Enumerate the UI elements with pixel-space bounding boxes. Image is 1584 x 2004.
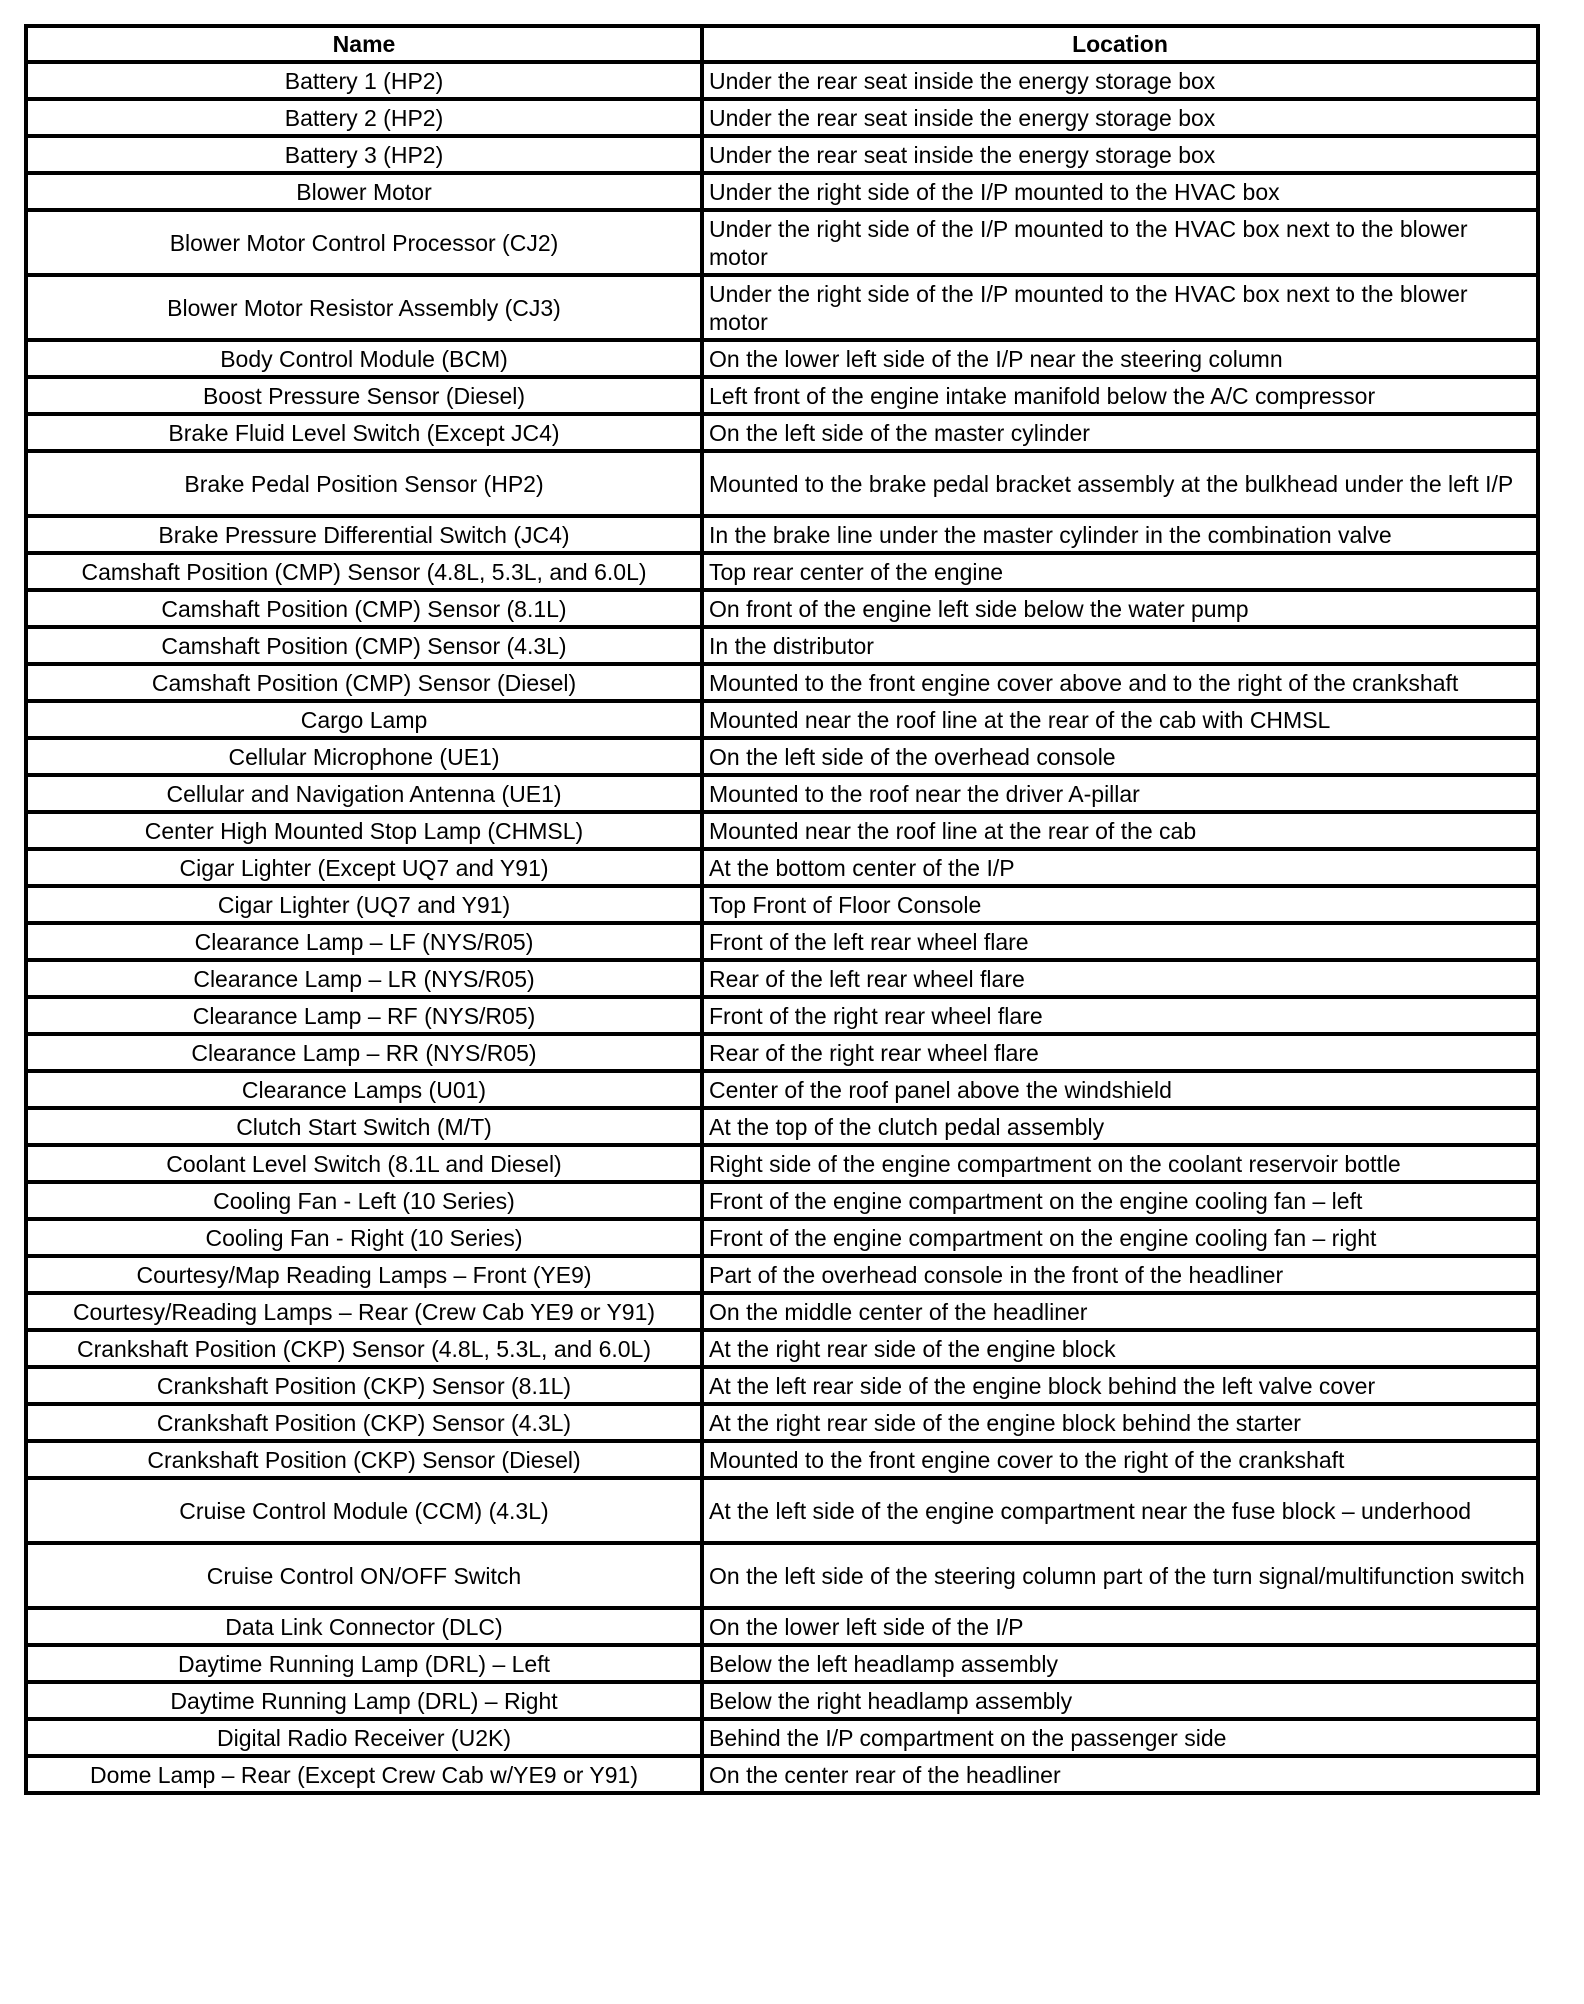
table-row (26, 664, 1538, 701)
component-name-cell: Battery 3 (HP2) (26, 136, 702, 173)
component-location-cell: Below the left headlamp assembly (702, 1645, 1538, 1682)
component-location-cell: Under the right side of the I/P mounted to the HVAC box next to the blower motor (702, 210, 1538, 275)
component-name-cell: Blower Motor Control Processor (CJ2) (26, 210, 702, 275)
column-header-name: Name (26, 26, 702, 62)
table-row (26, 414, 1538, 451)
component-name-cell: Digital Radio Receiver (U2K) (26, 1719, 702, 1756)
component-name-cell: Daytime Running Lamp (DRL) – Left (26, 1645, 702, 1682)
table-row (26, 1219, 1538, 1256)
table-row (26, 1367, 1538, 1404)
component-name-cell: Cigar Lighter (UQ7 and Y91) (26, 886, 702, 923)
component-name-cell: Blower Motor Resistor Assembly (CJ3) (26, 275, 702, 340)
component-location-cell: Rear of the right rear wheel flare (702, 1034, 1538, 1071)
table-row (26, 849, 1538, 886)
component-location-cell: Below the right headlamp assembly (702, 1682, 1538, 1719)
component-location-cell: Mounted to the front engine cover above and to the right of the crankshaft (702, 664, 1538, 701)
component-location-cell: On the lower left side of the I/P near the steering column (702, 340, 1538, 377)
table-row (26, 812, 1538, 849)
component-name-cell: Center High Mounted Stop Lamp (CHMSL) (26, 812, 702, 849)
component-name-cell: Camshaft Position (CMP) Sensor (Diesel) (26, 664, 702, 701)
component-location-cell: Front of the engine compartment on the engine cooling fan – right (702, 1219, 1538, 1256)
component-name-cell: Clearance Lamp – RF (NYS/R05) (26, 997, 702, 1034)
component-location-cell: Part of the overhead console in the front of the headliner (702, 1256, 1538, 1293)
component-name-cell: Crankshaft Position (CKP) Sensor (4.3L) (26, 1404, 702, 1441)
table-header-row (26, 26, 1538, 62)
component-location-cell: On the left side of the steering column part of the turn signal/multifunction switch (702, 1543, 1538, 1608)
component-name-cell: Crankshaft Position (CKP) Sensor (Diesel) (26, 1441, 702, 1478)
column-header-location: Location (702, 26, 1538, 62)
component-location-cell: Right side of the engine compartment on the coolant reservoir bottle (702, 1145, 1538, 1182)
component-location-cell: At the left side of the engine compartment near the fuse block – underhood (702, 1478, 1538, 1543)
component-location-cell: Front of the engine compartment on the engine cooling fan – left (702, 1182, 1538, 1219)
component-location-cell: In the brake line under the master cylinder in the combination valve (702, 516, 1538, 553)
component-name-cell: Crankshaft Position (CKP) Sensor (4.8L, 5.3L, and 6.0L) (26, 1330, 702, 1367)
component-name-cell: Blower Motor (26, 173, 702, 210)
table-row (26, 210, 1538, 275)
component-location-cell: At the left rear side of the engine block behind the left valve cover (702, 1367, 1538, 1404)
table-row (26, 1256, 1538, 1293)
component-location-cell: Center of the roof panel above the windshield (702, 1071, 1538, 1108)
component-name-cell: Dome Lamp – Rear (Except Crew Cab w/YE9 or Y91) (26, 1756, 702, 1793)
component-location-cell: Front of the left rear wheel flare (702, 923, 1538, 960)
component-name-cell: Camshaft Position (CMP) Sensor (4.3L) (26, 627, 702, 664)
table-row (26, 1645, 1538, 1682)
table-row (26, 701, 1538, 738)
component-name-cell: Cargo Lamp (26, 701, 702, 738)
component-location-cell: On the left side of the overhead console (702, 738, 1538, 775)
component-name-cell: Clutch Start Switch (M/T) (26, 1108, 702, 1145)
component-name-cell: Clearance Lamp – LR (NYS/R05) (26, 960, 702, 997)
component-location-cell: On the left side of the master cylinder (702, 414, 1538, 451)
component-location-cell: Mounted to the roof near the driver A-pillar (702, 775, 1538, 812)
table-row (26, 1182, 1538, 1219)
component-name-cell: Cooling Fan - Left (10 Series) (26, 1182, 702, 1219)
component-location-cell: Top rear center of the engine (702, 553, 1538, 590)
component-location-cell: Rear of the left rear wheel flare (702, 960, 1538, 997)
component-location-cell: Front of the right rear wheel flare (702, 997, 1538, 1034)
component-location-cell: At the right rear side of the engine block (702, 1330, 1538, 1367)
component-location-cell: Under the right side of the I/P mounted to the HVAC box (702, 173, 1538, 210)
table-row (26, 886, 1538, 923)
component-location-cell: Under the rear seat inside the energy storage box (702, 62, 1538, 99)
component-name-cell: Cruise Control Module (CCM) (4.3L) (26, 1478, 702, 1543)
table-row (26, 173, 1538, 210)
component-name-cell: Brake Fluid Level Switch (Except JC4) (26, 414, 702, 451)
table-row (26, 775, 1538, 812)
table-row (26, 590, 1538, 627)
component-location-cell: Mounted near the roof line at the rear of the cab (702, 812, 1538, 849)
component-location-cell: At the right rear side of the engine block behind the starter (702, 1404, 1538, 1441)
table-row (26, 1330, 1538, 1367)
component-location-cell: Behind the I/P compartment on the passenger side (702, 1719, 1538, 1756)
component-location-cell: At the bottom center of the I/P (702, 849, 1538, 886)
component-location-cell: Mounted to the front engine cover to the right of the crankshaft (702, 1441, 1538, 1478)
component-name-cell: Cellular Microphone (UE1) (26, 738, 702, 775)
component-location-cell: Under the rear seat inside the energy storage box (702, 136, 1538, 173)
component-location-cell: Under the rear seat inside the energy storage box (702, 99, 1538, 136)
component-location-cell: Left front of the engine intake manifold below the A/C compressor (702, 377, 1538, 414)
table-row (26, 451, 1538, 516)
table-row (26, 1441, 1538, 1478)
table-row (26, 1682, 1538, 1719)
component-name-cell: Courtesy/Reading Lamps – Rear (Crew Cab YE9 or Y91) (26, 1293, 702, 1330)
component-location-cell: On the lower left side of the I/P (702, 1608, 1538, 1645)
component-name-cell: Clearance Lamps (U01) (26, 1071, 702, 1108)
component-name-cell: Body Control Module (BCM) (26, 340, 702, 377)
component-name-cell: Clearance Lamp – LF (NYS/R05) (26, 923, 702, 960)
table-row (26, 1108, 1538, 1145)
component-location-cell: Top Front of Floor Console (702, 886, 1538, 923)
component-name-cell: Daytime Running Lamp (DRL) – Right (26, 1682, 702, 1719)
table-row (26, 1145, 1538, 1182)
component-location-cell: Mounted near the roof line at the rear of the cab with CHMSL (702, 701, 1538, 738)
component-name-cell: Cruise Control ON/OFF Switch (26, 1543, 702, 1608)
table-row (26, 738, 1538, 775)
component-location-cell: In the distributor (702, 627, 1538, 664)
component-name-cell: Clearance Lamp – RR (NYS/R05) (26, 1034, 702, 1071)
table-row (26, 99, 1538, 136)
table-row (26, 997, 1538, 1034)
table-row (26, 516, 1538, 553)
document-page (24, 24, 1536, 1795)
table-row (26, 275, 1538, 340)
table-row (26, 1071, 1538, 1108)
component-name-cell: Crankshaft Position (CKP) Sensor (8.1L) (26, 1367, 702, 1404)
component-name-cell: Coolant Level Switch (8.1L and Diesel) (26, 1145, 702, 1182)
component-name-cell: Battery 2 (HP2) (26, 99, 702, 136)
component-name-cell: Brake Pedal Position Sensor (HP2) (26, 451, 702, 516)
table-row (26, 377, 1538, 414)
component-name-cell: Cigar Lighter (Except UQ7 and Y91) (26, 849, 702, 886)
component-name-cell: Boost Pressure Sensor (Diesel) (26, 377, 702, 414)
table-row (26, 1293, 1538, 1330)
table-row (26, 340, 1538, 377)
component-location-cell: Under the right side of the I/P mounted to the HVAC box next to the blower motor (702, 275, 1538, 340)
component-name-cell: Brake Pressure Differential Switch (JC4) (26, 516, 702, 553)
table-row (26, 627, 1538, 664)
table-row (26, 1034, 1538, 1071)
table-row (26, 1478, 1538, 1543)
component-name-cell: Cooling Fan - Right (10 Series) (26, 1219, 702, 1256)
component-location-cell: Mounted to the brake pedal bracket assembly at the bulkhead under the left I/P (702, 451, 1538, 516)
table-row (26, 1719, 1538, 1756)
component-location-cell: On the center rear of the headliner (702, 1756, 1538, 1793)
component-name-cell: Camshaft Position (CMP) Sensor (8.1L) (26, 590, 702, 627)
component-name-cell: Camshaft Position (CMP) Sensor (4.8L, 5.3L, and 6.0L) (26, 553, 702, 590)
component-name-cell: Battery 1 (HP2) (26, 62, 702, 99)
table-row (26, 1608, 1538, 1645)
component-location-table (24, 24, 1540, 1795)
component-name-cell: Cellular and Navigation Antenna (UE1) (26, 775, 702, 812)
table-row (26, 1404, 1538, 1441)
table-row (26, 553, 1538, 590)
table-row (26, 923, 1538, 960)
component-name-cell: Courtesy/Map Reading Lamps – Front (YE9) (26, 1256, 702, 1293)
component-location-cell: At the top of the clutch pedal assembly (702, 1108, 1538, 1145)
table-row (26, 62, 1538, 99)
table-row (26, 136, 1538, 173)
component-location-cell: On front of the engine left side below the water pump (702, 590, 1538, 627)
component-name-cell: Data Link Connector (DLC) (26, 1608, 702, 1645)
table-row (26, 960, 1538, 997)
component-location-cell: On the middle center of the headliner (702, 1293, 1538, 1330)
table-row (26, 1543, 1538, 1608)
table-row (26, 1756, 1538, 1793)
